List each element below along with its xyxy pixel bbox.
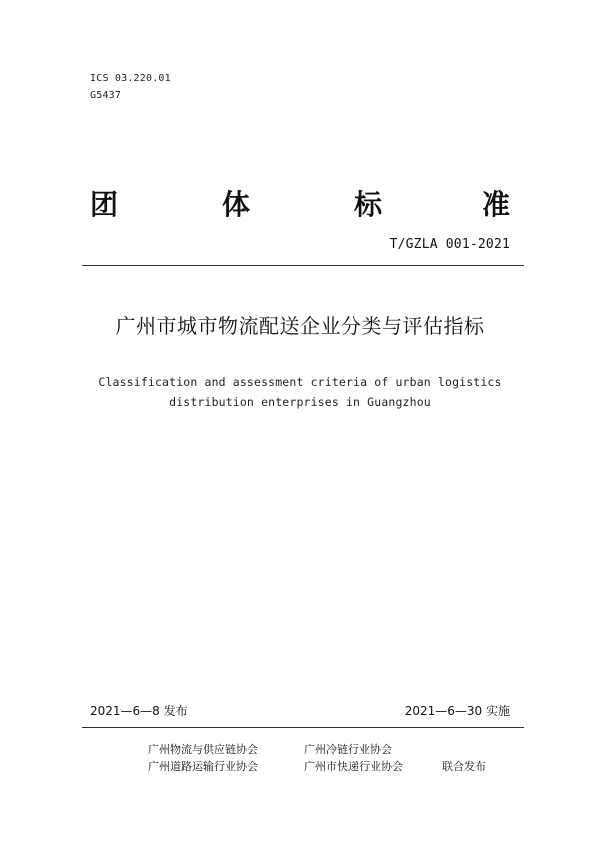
publisher-org-4: 广州市快递行业协会 bbox=[304, 760, 403, 773]
publisher-org-1: 广州物流与供应链协会 bbox=[148, 743, 258, 756]
footer-divider bbox=[82, 727, 524, 728]
document-title-english-line-1: Classification and assessment criteria of urban logistics bbox=[98, 375, 502, 389]
standard-type-char-2: 体 bbox=[222, 188, 251, 221]
publisher-org-3: 广州道路运输行业协会 bbox=[148, 760, 258, 773]
document-title-chinese: 广州市城市物流配送企业分类与评估指标 bbox=[115, 314, 485, 338]
publish-date: 2021—6—8 发布 bbox=[90, 704, 188, 718]
standard-number: T/GZLA 001-2021 bbox=[389, 237, 510, 252]
standard-type-char-4: 准 bbox=[482, 188, 511, 221]
joint-release-label: 联合发布 bbox=[442, 760, 486, 773]
standard-type-char-1: 团 bbox=[90, 188, 119, 221]
ccs-code: G5437 bbox=[90, 90, 122, 101]
implement-date: 2021—6—30 实施 bbox=[404, 704, 510, 718]
standard-type-char-3: 标 bbox=[354, 188, 383, 221]
ics-code: ICS 03.220.01 bbox=[90, 73, 171, 84]
header-divider bbox=[82, 265, 524, 266]
document-title-english-line-2: distribution enterprises in Guangzhou bbox=[169, 395, 431, 409]
publisher-org-2: 广州冷链行业协会 bbox=[304, 743, 392, 756]
